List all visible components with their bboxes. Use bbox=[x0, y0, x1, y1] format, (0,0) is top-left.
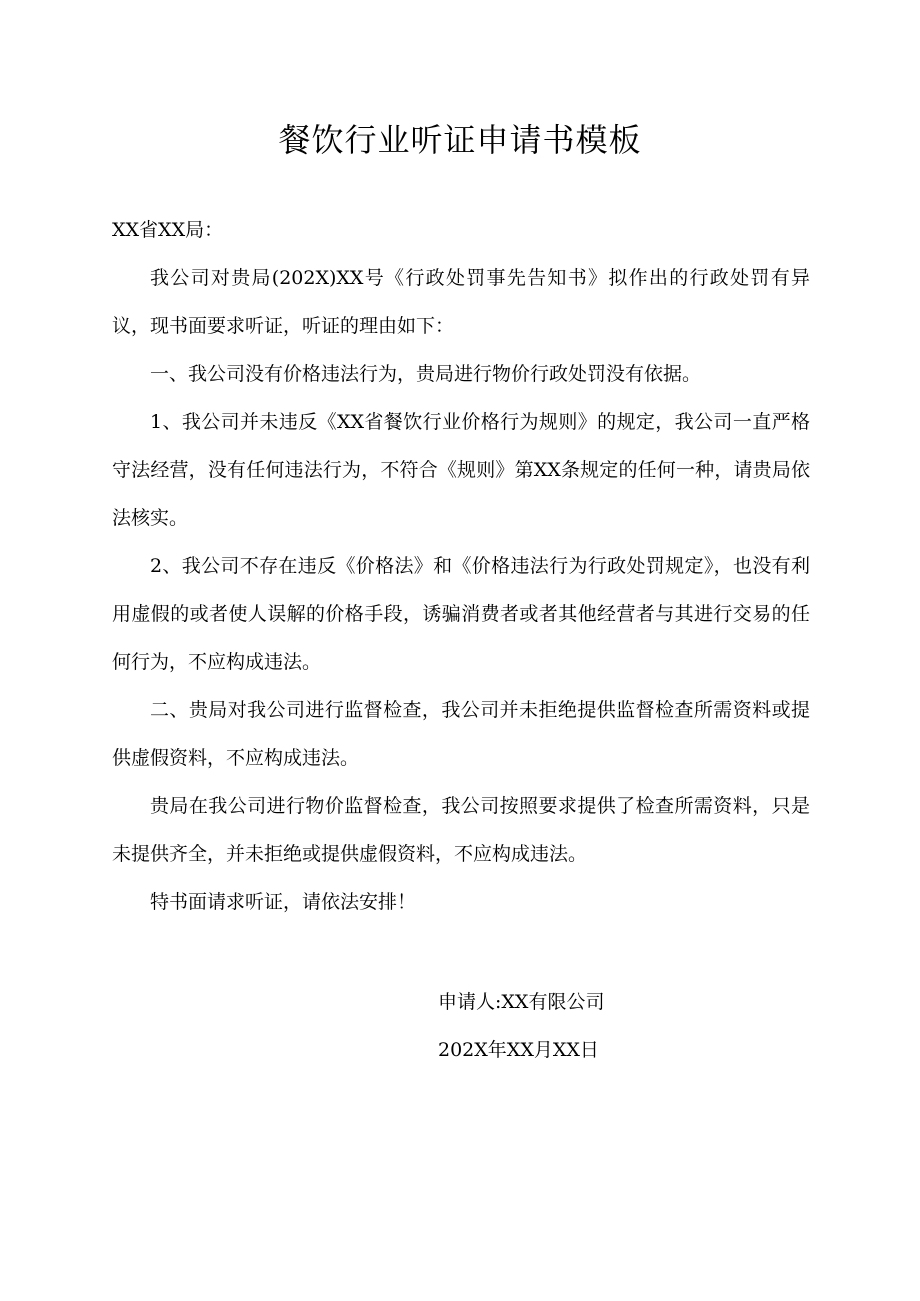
document-body bbox=[112, 254, 810, 926]
document-title: 餐饮行业听证申请书模板 bbox=[278, 121, 642, 159]
signature-applicant: 申请人:XX有限公司 bbox=[438, 991, 605, 1013]
paragraph-point-one-1: 1、我公司并未违反《XX省餐饮行业价格行为规则》的规定，我公司一直严格守法经营，没有任何违法行为，不符合《规则》第XX条规定的任何一种，请贵局依法核实。 bbox=[112, 411, 810, 529]
salutation: XX省XX局： bbox=[112, 219, 224, 241]
paragraph-point-two-detail: 贵局在我公司进行物价监督检查，我公司按照要求提供了检查所需资料，只是未提供齐全，并未拒绝或提供虚假资料，不应构成违法。 bbox=[112, 795, 810, 865]
paragraph-point-two: 二、贵局对我公司进行监督检查，我公司并未拒绝提供监督检查所需资料或提供虚假资料，不应构成违法。 bbox=[112, 699, 810, 769]
paragraph-point-one: 一、我公司没有价格违法行为，贵局进行物价行政处罚没有依据。 bbox=[150, 363, 702, 385]
signature-date: 202X年XX月XX日 bbox=[438, 1039, 599, 1061]
paragraph-point-one-2: 2、我公司不存在违反《价格法》和《价格违法行为行政处罚规定》，也没有利用虚假的或者使人误解的价格手段，诱骗消费者或者其他经营者与其进行交易的任何行为，不应构成违法。 bbox=[112, 555, 810, 673]
paragraph-intro: 我公司对贵局(202X)XX号《行政处罚事先告知书》拟作出的行政处罚有异议，现书面要求听证，听证的理由如下： bbox=[112, 267, 810, 337]
paragraph-closing: 特书面请求听证，请依法安排！ bbox=[150, 891, 417, 913]
